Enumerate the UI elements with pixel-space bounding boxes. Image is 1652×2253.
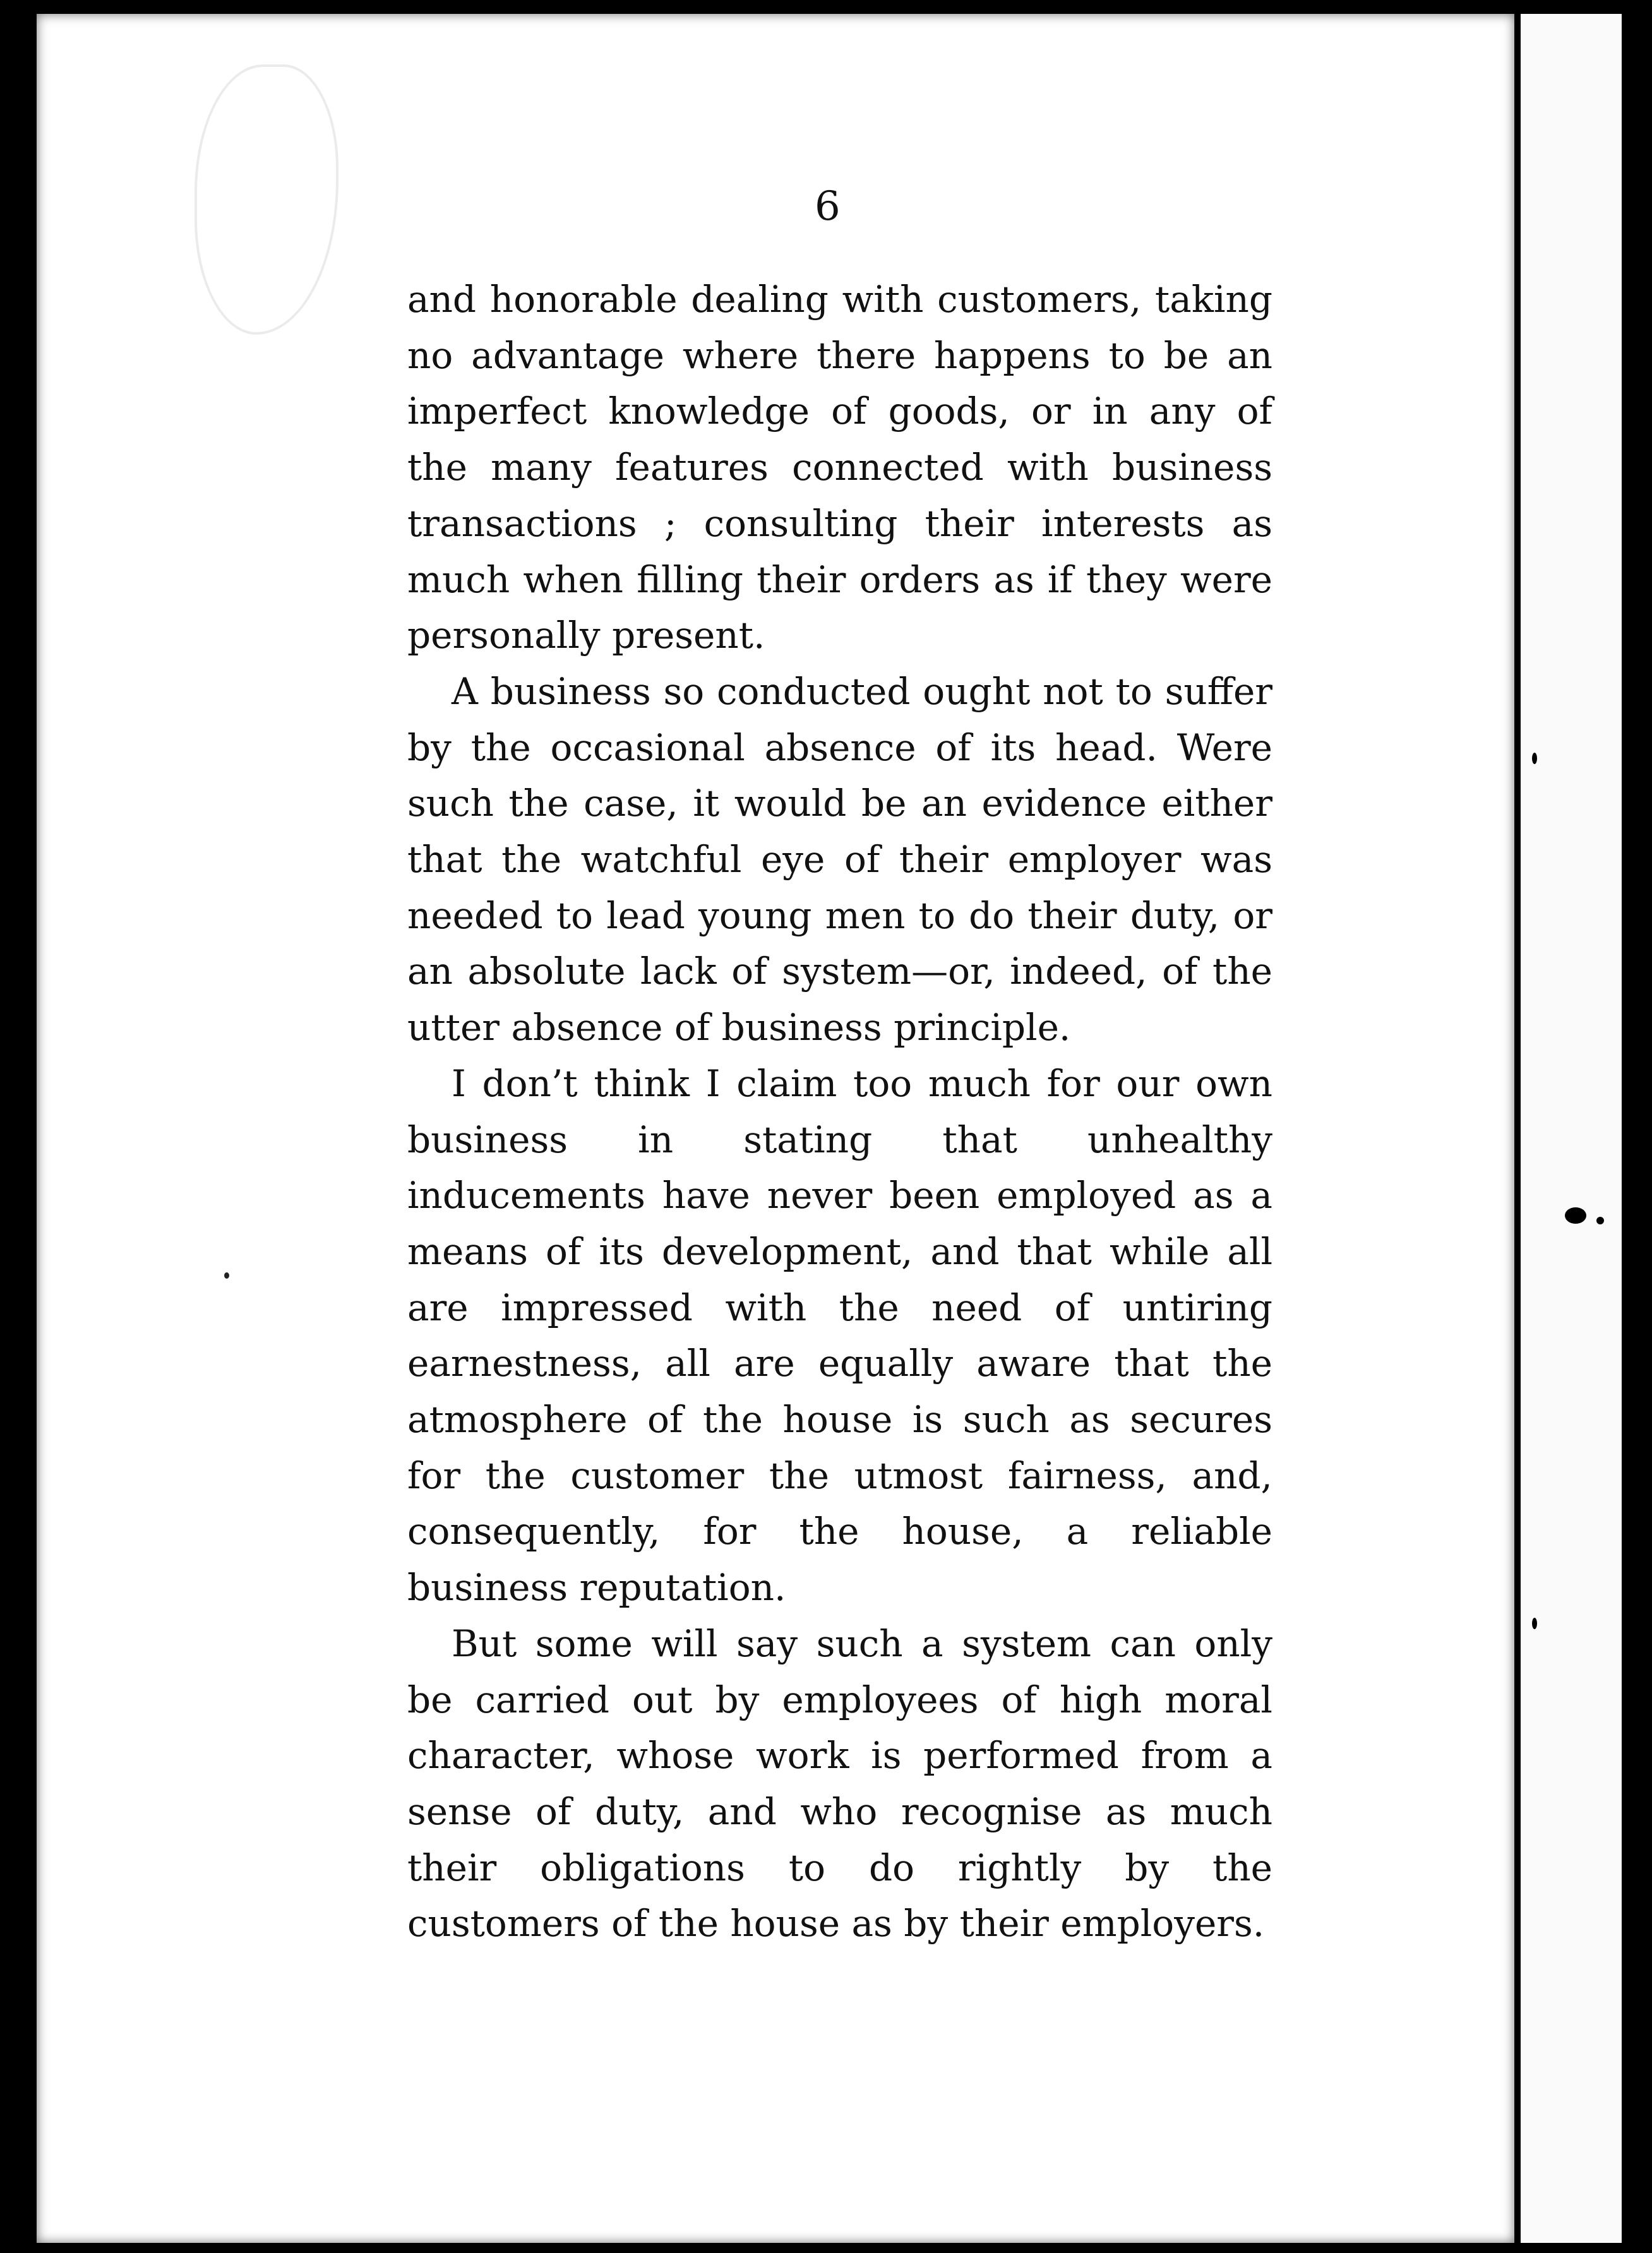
stray-mark [224,1272,229,1279]
ink-spot [1532,1618,1537,1629]
paragraph: A business so conducted ought not to suffer by the occasional absence of its head. Were such the case, it would be an evidence either that the watchful eye of their employer was needed to lead young men to do their duty, or an absolute lack of system—or, indeed, of the utter absence of business principle. [407,669,1272,1049]
paragraph: I don’t think I claim too much for our own business in stating that unhealthy inducements have never been employed as a means of its development, and that while all are impressed with the need of untiring earnestness, all are equally aware that the atmosphere of the house is such as secures for the customer the utmost fairness, and, consequently, for the house, a reliable business reputation. [407,1061,1272,1610]
page-number: 6 [815,183,841,230]
body-text [407,272,1272,1952]
adjacent-page-edge [1514,14,1622,2243]
paragraph: But some will say such a system can only be carried out by employees of high moral character, whose work is performed from a sense of duty, and who recognise as much their obligations to do rightly by the customers of the house as by their employers. [407,1622,1272,1945]
ink-spot [1532,753,1537,764]
pencil-scribble [195,64,338,335]
paragraph: and honorable dealing with customers, taking no advantage where there happens to be an imperfect knowledge of goods, or in any of the many features connected with business transactions ; consulting their interests as much when filling their orders as if they were personally present. [407,278,1272,657]
ink-spot [1565,1207,1586,1224]
ink-spot [1596,1217,1604,1224]
